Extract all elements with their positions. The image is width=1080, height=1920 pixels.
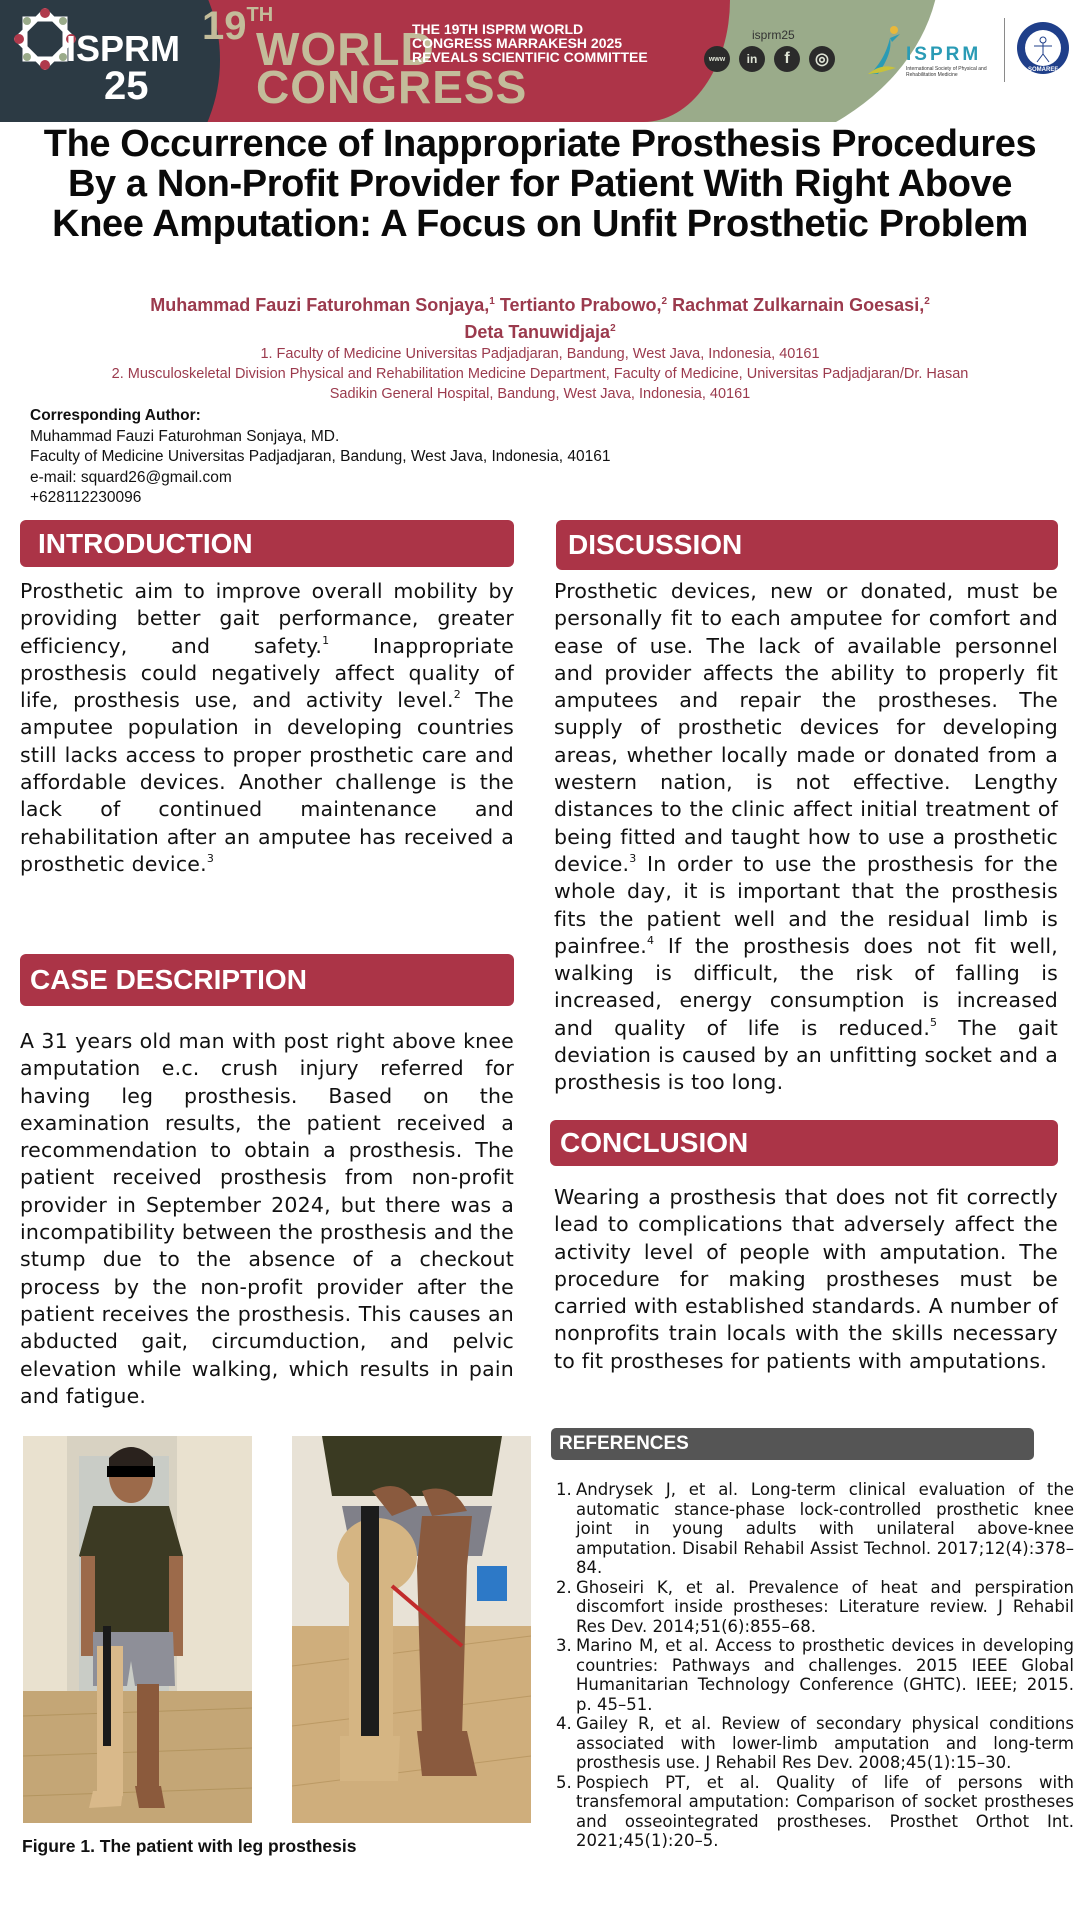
reference-number: 2. xyxy=(556,1577,572,1597)
patient-standing-photo xyxy=(23,1436,252,1823)
reference-item xyxy=(556,1480,1074,1578)
congress-banner xyxy=(0,0,1080,122)
author-list xyxy=(80,290,1000,344)
corresponding-email[interactable]: e-mail: squard26@gmail.com xyxy=(30,468,232,486)
reference-item xyxy=(556,1773,1074,1851)
congress-number-value: 19 xyxy=(202,4,247,48)
conclusion-body: Wearing a prosthesis that does not fit correctly lead to complications that adversely affect the activity level of people with amputation. The procedure for making prostheses must be carried with established standards. A number of nonprofits train locals with the skills necessary to fit prostheses for patients with amputations. xyxy=(554,1185,1058,1373)
congress-tagline xyxy=(412,22,692,64)
citation-sup: 5 xyxy=(930,1015,938,1029)
discussion-text: Prosthetic devices, new or donated, must be personally fit to each amputee for comfort and ease of use. The lack of available personnel and provider affects the ability to properly fit amputees and repair the prostheses. The supply of prosthetic devices for developing areas, whether locally made or donated from a western nation, is not effective. Lengthy distances to the clinic affect initial treatment of being fitted and taught how to use a prosthetic device. xyxy=(554,579,1058,876)
discussion-text: In order to use the prosthesis for the whole day, it is important that the prosthesis fits the patient well and the residual limb is painfree. xyxy=(554,851,1058,958)
corresponding-phone: +628112230096 xyxy=(30,489,142,506)
congress-word-congress: CONGRESS xyxy=(256,61,528,113)
social-handle: isprm25 xyxy=(752,28,795,42)
tagline-line: REVEALS SCIENTIFIC COMMITTEE xyxy=(412,49,648,65)
isprm-logo-name: ISPRM xyxy=(906,44,982,65)
intro-text: The amputee population in developing countries still lacks access to proper prosthetic care and affordable devices. Another challenge is the lack of continued maintenance and rehabilitation after an amputee has received a prosthetic device. xyxy=(20,688,514,876)
discussion-text: If the prosthesis does not fit well, walking is difficult, the risk of falling is increased, energy consumption is increased and quality of life is reduced. xyxy=(554,933,1058,1040)
somaref-seal-icon xyxy=(1015,20,1071,76)
logo-isprm-text: ISPRM xyxy=(66,28,181,69)
citation-sup: 4 xyxy=(647,933,655,947)
author-name: Deta Tanuwidjaja xyxy=(464,322,611,342)
social-icons xyxy=(704,46,835,72)
citation-sup: 2 xyxy=(453,688,461,702)
tagline-line: THE 19TH ISPRM WORLD xyxy=(412,21,584,37)
isprm-figure-icon xyxy=(866,24,906,76)
affiliations xyxy=(90,344,990,404)
author-name: Tertianto Prabowo, xyxy=(499,295,662,315)
citation-sup: 3 xyxy=(206,851,215,865)
web-icon[interactable]: www xyxy=(704,46,730,72)
author-name: Rachmat Zulkarnain Goesasi, xyxy=(672,295,925,315)
discussion-heading: DISCUSSION xyxy=(556,520,1058,570)
linkedin-icon[interactable]: in xyxy=(739,46,765,72)
corresponding-institution: Faculty of Medicine Universitas Padjadjaran, Bandung, West Java, Indonesia, 40161 xyxy=(30,448,611,465)
reference-text: Marino M, et al. Access to prosthetic devices in developing countries: Pathways and challenges. 2015 IEEE Global Humanitarian Technology Conference (GHTC). IEEE; 2015. p. 45–51. xyxy=(576,1636,1074,1714)
author-affil-sup: 2 xyxy=(924,296,930,307)
congress-number-suffix: TH xyxy=(246,4,274,26)
logo-25-text: 25 xyxy=(104,64,149,108)
intro-text: Inappropriate prosthesis could negatively affect quality of life, prosthesis use, and activity level. xyxy=(20,633,514,713)
reference-number: 5. xyxy=(556,1772,572,1792)
reference-text: Gailey R, et al. Review of secondary physical conditions associated with lower-limb amputation and long-term prosthesis use. J Rehabil Res Dev. 2008;45(1):15–30. xyxy=(576,1714,1074,1772)
author-affil-sup: 2 xyxy=(610,323,616,334)
figure-caption: Figure 1. The patient with leg prosthesis xyxy=(22,1836,357,1856)
case-description-body: A 31 years old man with post right above knee amputation e.c. crush injury referred for having leg prosthesis. Based on the examination results, the patient received a recommendation to obtain a prosthesis. The patient received prosthesis from non-profit provider in September 2024, but there was a incompatibility between the prosthesis and the stump due to the absence of a checkout process by the non-profit provider after the patient receives the prosthesis. This causes an abducted gait, circumduction, and pelvic elevation while walking, which results in pain and fatigue. xyxy=(20,1029,514,1408)
references-heading: REFERENCES xyxy=(551,1428,1034,1460)
affiliation-item: 1. Faculty of Medicine Universitas Padjadjaran, Bandung, West Java, Indonesia, 40161 xyxy=(260,346,820,362)
corresponding-author xyxy=(30,406,750,509)
instagram-icon[interactable]: ◎ xyxy=(809,46,835,72)
reference-number: 3. xyxy=(556,1636,572,1655)
svg-text:SOMAREF: SOMAREF xyxy=(1028,67,1058,73)
author-name: Muhammad Fauzi Faturohman Sonjaya, xyxy=(150,295,490,315)
reference-text: Pospiech PT, et al. Quality of life of persons with transfemoral amputation: Comparison of socket prostheses and osseointegrated prostheses. Prosthet Orthot Int. 2021;45(1):20–5. xyxy=(576,1772,1074,1850)
intro-text: Prosthetic aim to improve overall mobility by providing better gait performance, greater efficiency, and safety. xyxy=(20,579,514,658)
affiliation-item: 2. Musculoskeletal Division Physical and Rehabilitation Medicine Department, Faculty of Medicine, Universitas Padjadjaran/Dr. Hasan Sadikin General Hospital, Bandung, West Java, Indonesia, 40161 xyxy=(111,366,969,402)
introduction-body xyxy=(20,578,514,878)
tagline-line: CONGRESS MARRAKESH 2025 xyxy=(412,35,623,51)
author-affil-sup: 1 xyxy=(489,296,495,307)
references-list xyxy=(556,1480,1074,1851)
isprm-logo-subtitle: International Society of Physical and Rehabilitation Medicine xyxy=(906,66,987,78)
reference-item xyxy=(556,1636,1074,1714)
reference-text: Ghoseiri K, et al. Prevalence of heat and perspiration discomfort inside prostheses: Literature review. J Rehabil Res Dev. 2014;51(6):855–68. xyxy=(576,1577,1074,1636)
patient-seated-illustration-icon xyxy=(292,1436,531,1823)
congress-word-world: WORLD xyxy=(256,23,435,75)
introduction-heading: INTRODUCTION xyxy=(20,520,514,567)
reference-number: 4. xyxy=(556,1714,572,1733)
corresponding-label: Corresponding Author: xyxy=(30,407,201,424)
citation-sup: 3 xyxy=(629,851,637,865)
isprm-partner-logo xyxy=(866,24,1016,84)
corresponding-name: Muhammad Fauzi Faturohman Sonjaya, MD. xyxy=(30,427,340,445)
poster-title: The Occurrence of Inappropriate Prosthesis Procedures By a Non-Profit Provider for Patient With Right Above Knee Amputation: A Focus on Unfit Prosthetic Problem xyxy=(43,123,1037,245)
reference-item xyxy=(556,1578,1074,1637)
reference-text: Andrysek J, et al. Long-term clinical evaluation of the automatic stance-phase lock-controlled prosthetic knee joint in young adults with unilateral above-knee amputation. Disabil Rehabil Assist Technol. 2017;12(4):378–84. xyxy=(576,1480,1074,1577)
banner-divider xyxy=(1004,18,1005,82)
reference-number: 1. xyxy=(556,1480,572,1499)
case-description-heading: CASE DESCRIPTION xyxy=(20,954,514,1006)
reference-item xyxy=(556,1714,1074,1773)
author-affil-sup: 2 xyxy=(661,296,668,307)
facebook-icon[interactable]: f xyxy=(774,46,800,72)
patient-standing-illustration-icon xyxy=(23,1436,252,1823)
citation-sup: 1 xyxy=(322,633,330,647)
discussion-text: The gait deviation is caused by an unfitting socket and a prosthesis is too long. xyxy=(554,1015,1058,1095)
conclusion-heading: CONCLUSION xyxy=(550,1120,1058,1166)
discussion-body xyxy=(554,578,1058,1097)
patient-seated-photo xyxy=(292,1436,531,1823)
